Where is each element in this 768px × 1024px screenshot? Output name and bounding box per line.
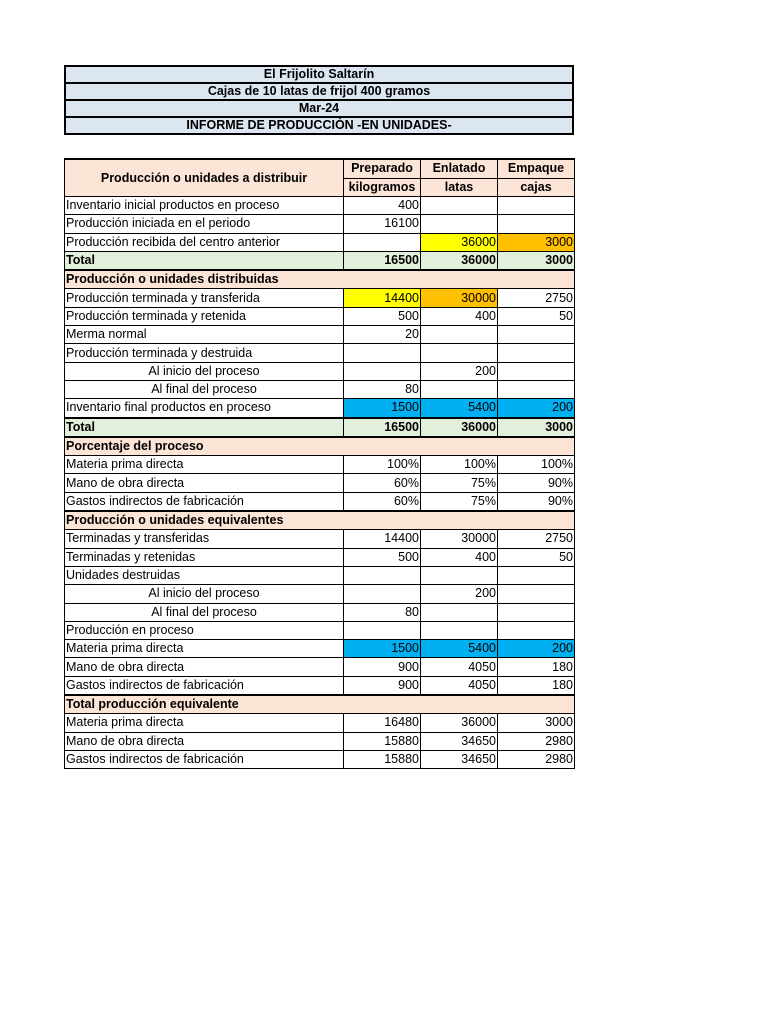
cell <box>498 215 575 233</box>
table-row <box>65 732 575 750</box>
table-row <box>65 714 575 732</box>
cell <box>421 215 498 233</box>
cell-highlight-blue: 200 <box>498 640 575 658</box>
cell: 36000 <box>421 251 498 270</box>
cell <box>344 362 421 380</box>
table-row <box>65 640 575 658</box>
cell: 2750 <box>498 289 575 307</box>
cell: 60% <box>344 474 421 492</box>
cell <box>498 621 575 639</box>
cell: 16100 <box>344 215 421 233</box>
cell: 36000 <box>421 714 498 732</box>
cell: 50 <box>498 548 575 566</box>
cell <box>421 603 498 621</box>
cell <box>421 621 498 639</box>
cell <box>498 603 575 621</box>
cell: 80 <box>344 603 421 621</box>
row-label: Materia prima directa <box>65 640 344 658</box>
row-label: Al inicio del proceso <box>65 362 344 380</box>
row-label: Producción terminada y retenida <box>65 307 344 325</box>
cell <box>344 344 421 362</box>
row-label: Al final del proceso <box>65 380 344 398</box>
table-row <box>65 658 575 676</box>
row-label: Mano de obra directa <box>65 658 344 676</box>
product-description: Cajas de 10 latas de frijol 400 gramos <box>65 83 573 100</box>
cell: 34650 <box>421 750 498 768</box>
cell: 75% <box>421 492 498 511</box>
table-row <box>65 621 575 639</box>
row-label: Producción iniciada en el periodo <box>65 215 344 233</box>
cell: 60% <box>344 492 421 511</box>
cell <box>421 344 498 362</box>
cell: 16500 <box>344 251 421 270</box>
cell <box>498 380 575 398</box>
cell: 900 <box>344 658 421 676</box>
cell <box>421 326 498 344</box>
cell <box>421 566 498 584</box>
cell: 50 <box>498 307 575 325</box>
cell: 2980 <box>498 732 575 750</box>
section-title: Producción o unidades equivalentes <box>65 511 575 530</box>
cell: 500 <box>344 307 421 325</box>
cell: 3000 <box>498 418 575 437</box>
label-column-header: Producción o unidades a distribuir <box>65 159 344 197</box>
row-label: Mano de obra directa <box>65 732 344 750</box>
row-label: Producción terminada y transferida <box>65 289 344 307</box>
section-header <box>65 695 575 714</box>
cell <box>498 326 575 344</box>
cell: 100% <box>421 456 498 474</box>
cell-highlight-orange: 30000 <box>421 289 498 307</box>
row-label: Materia prima directa <box>65 456 344 474</box>
production-table <box>64 158 575 769</box>
cell: 100% <box>344 456 421 474</box>
cell <box>498 362 575 380</box>
table-row <box>65 548 575 566</box>
row-label: Mano de obra directa <box>65 474 344 492</box>
table-row <box>65 380 575 398</box>
table-row <box>65 530 575 548</box>
cell: 20 <box>344 326 421 344</box>
report-period: Mar-24 <box>65 100 573 117</box>
report-title: INFORME DE PRODUCCIÓN -EN UNIDADES- <box>65 117 573 134</box>
table-row <box>65 215 575 233</box>
cell: 30000 <box>421 530 498 548</box>
cell: 15880 <box>344 750 421 768</box>
cell: 2750 <box>498 530 575 548</box>
table-row <box>65 492 575 511</box>
cell: 3000 <box>498 714 575 732</box>
cell: 200 <box>421 585 498 603</box>
row-label: Terminadas y retenidas <box>65 548 344 566</box>
cell: 80 <box>344 380 421 398</box>
cell: 3000 <box>498 251 575 270</box>
row-label: Inventario inicial productos en proceso <box>65 197 344 215</box>
section-title: Porcentaje del proceso <box>65 437 575 456</box>
table-row <box>65 676 575 695</box>
table-row <box>65 307 575 325</box>
row-label: Materia prima directa <box>65 714 344 732</box>
cell-highlight-blue: 5400 <box>421 640 498 658</box>
cell <box>344 585 421 603</box>
cell <box>421 197 498 215</box>
table-row <box>65 474 575 492</box>
table-row <box>65 750 575 768</box>
cell: 400 <box>344 197 421 215</box>
row-label: Gastos indirectos de fabricación <box>65 492 344 511</box>
cell <box>498 344 575 362</box>
row-label: Unidades destruidas <box>65 566 344 584</box>
table-row <box>65 603 575 621</box>
table-row <box>65 197 575 215</box>
table-row <box>65 399 575 418</box>
cell-highlight-blue: 1500 <box>344 399 421 418</box>
row-label: Inventario final productos en proceso <box>65 399 344 418</box>
enlatado-unit: latas <box>421 178 498 197</box>
empaque-header: Empaque <box>498 159 575 178</box>
cell: 4050 <box>421 658 498 676</box>
row-label: Gastos indirectos de fabricación <box>65 676 344 695</box>
cell: 90% <box>498 492 575 511</box>
section-header <box>65 270 575 289</box>
row-label: Gastos indirectos de fabricación <box>65 750 344 768</box>
row-label: Producción terminada y destruida <box>65 344 344 362</box>
total-row <box>65 418 575 437</box>
cell: 34650 <box>421 732 498 750</box>
section-title: Producción o unidades distribuidas <box>65 270 575 289</box>
cell: 200 <box>421 362 498 380</box>
cell: 2980 <box>498 750 575 768</box>
cell: 14400 <box>344 530 421 548</box>
cell: 4050 <box>421 676 498 695</box>
cell-highlight-blue: 200 <box>498 399 575 418</box>
cell: 400 <box>421 307 498 325</box>
cell <box>344 566 421 584</box>
cell <box>498 585 575 603</box>
cell <box>498 566 575 584</box>
cell <box>344 233 421 251</box>
cell <box>421 380 498 398</box>
row-label: Al inicio del proceso <box>65 585 344 603</box>
cell: 400 <box>421 548 498 566</box>
row-label: Terminadas y transferidas <box>65 530 344 548</box>
cell: 500 <box>344 548 421 566</box>
section-title: Total producción equivalente <box>65 695 575 714</box>
row-label: Producción recibida del centro anterior <box>65 233 344 251</box>
report-header <box>64 65 574 135</box>
cell: 15880 <box>344 732 421 750</box>
table-row <box>65 585 575 603</box>
table-row <box>65 456 575 474</box>
cell: 36000 <box>421 418 498 437</box>
table-row <box>65 289 575 307</box>
table-row <box>65 362 575 380</box>
row-label: Producción en proceso <box>65 621 344 639</box>
cell-highlight-yellow: 14400 <box>344 289 421 307</box>
section-header <box>65 511 575 530</box>
cell: 16480 <box>344 714 421 732</box>
row-label: Total <box>65 251 344 270</box>
enlatado-header: Enlatado <box>421 159 498 178</box>
cell: 180 <box>498 676 575 695</box>
cell: 180 <box>498 658 575 676</box>
row-label: Total <box>65 418 344 437</box>
cell-highlight-orange: 3000 <box>498 233 575 251</box>
cell-highlight-blue: 1500 <box>344 640 421 658</box>
cell-highlight-blue: 5400 <box>421 399 498 418</box>
cell: 16500 <box>344 418 421 437</box>
table-row <box>65 566 575 584</box>
preparado-header: Preparado <box>344 159 421 178</box>
company-name: El Frijolito Saltarín <box>65 66 573 83</box>
cell: 100% <box>498 456 575 474</box>
cell: 900 <box>344 676 421 695</box>
table-row <box>65 326 575 344</box>
table-row <box>65 344 575 362</box>
cell: 75% <box>421 474 498 492</box>
empaque-unit: cajas <box>498 178 575 197</box>
row-label: Merma normal <box>65 326 344 344</box>
cell <box>498 197 575 215</box>
total-row <box>65 251 575 270</box>
table-row <box>65 233 575 251</box>
row-label: Al final del proceso <box>65 603 344 621</box>
cell <box>344 621 421 639</box>
preparado-unit: kilogramos <box>344 178 421 197</box>
cell: 90% <box>498 474 575 492</box>
section-header <box>65 437 575 456</box>
cell-highlight-yellow: 36000 <box>421 233 498 251</box>
